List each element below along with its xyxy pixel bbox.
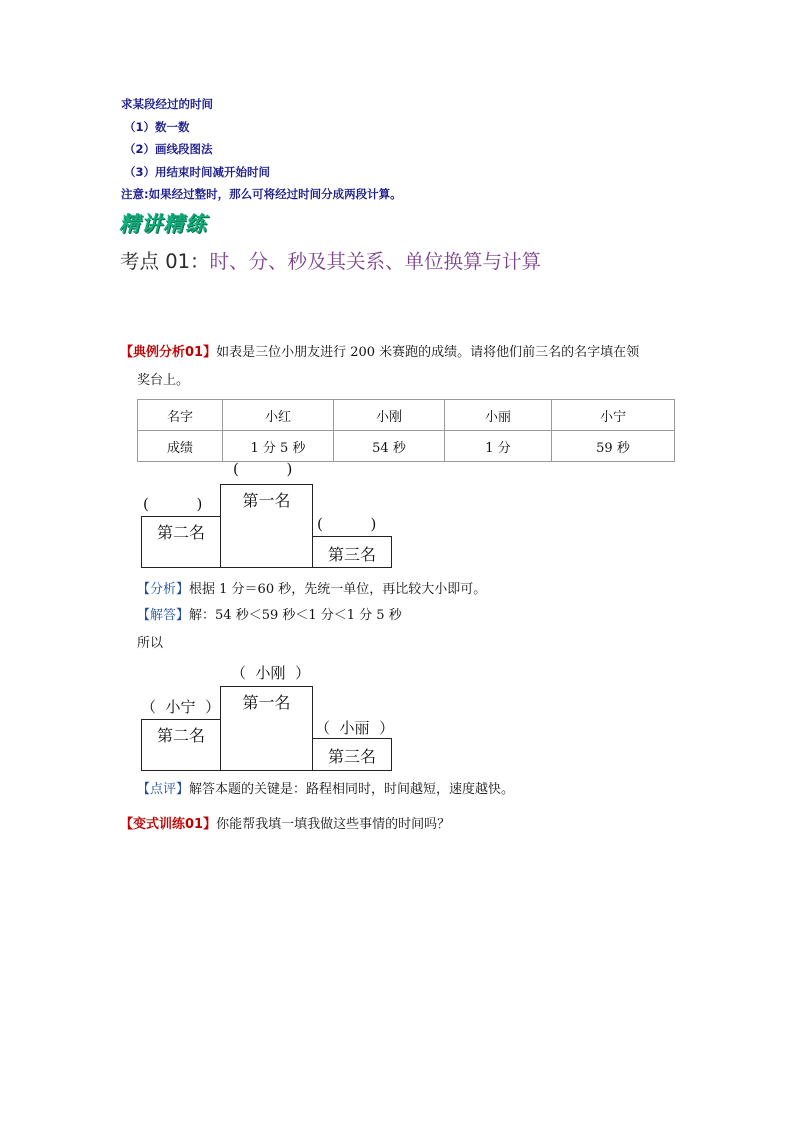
method-2: （2）画线段图法 [124,142,213,156]
table-cell: 小红 [223,400,334,431]
answer-tag: 【解答】 [137,608,190,623]
section-title [120,246,541,274]
example-question-line2: 奖台上。 [137,373,190,388]
answer-so: 所以 [137,636,164,651]
example-question-line1: 如表是三位小朋友进行 200 米赛跑的成绩。请将他们前三名的名字填在领 [216,345,640,360]
paren-second-filled: （ 小宁 ） [141,698,221,716]
podium-second-filled: 第二名 [141,719,221,771]
table-cell: 1 分 [445,431,552,462]
analysis-tag: 【分析】 [137,582,190,597]
paren-first-filled: （ 小刚 ） [231,664,311,682]
notes-heading: 求某段经过的时间 [121,97,213,111]
comment-line [137,781,514,799]
table-cell: 小丽 [445,400,552,431]
answer-text: 解：54 秒＜59 秒＜1 分＜1 分 5 秒 [189,608,402,623]
section-title-text: 时、分、秒及其关系、单位换算与计算 [209,250,542,273]
paren-second: ( ) [143,495,203,513]
notes-caution: 注意:如果经过整时，那么可将经过时间分成两段计算。 [121,187,402,201]
comment-text: 解答本题的关键是：路程相同时，时间越短，速度越快。 [189,782,515,797]
results-table [137,399,675,462]
table-cell: 54 秒 [334,431,445,462]
method-3: （3）用结束时间减开始时间 [124,164,271,179]
paren-third-filled: （ 小丽 ） [315,719,395,737]
paren-first: ( ) [233,460,293,478]
podium-blank [139,460,395,570]
table-cell: 小刚 [334,400,445,431]
answer-line [137,607,402,625]
podium-third: 第三名 [312,536,392,568]
example-question [120,344,639,362]
podium-second: 第二名 [141,516,221,568]
table-cell: 1 分 5 秒 [223,431,334,462]
table-cell: 小宁 [552,400,675,431]
paren-third: ( ) [317,515,377,533]
comment-tag: 【点评】 [137,782,190,797]
variant-tag: 【变式训练01】 [120,817,217,832]
podium-filled [139,661,395,773]
section-banner: 精讲精练 [119,212,207,236]
example-tag: 【典例分析01】 [120,345,217,360]
podium-first-filled: 第一名 [220,686,313,771]
table-row [138,431,675,462]
section-prefix: 考点 01： [120,250,210,273]
variant-text: 你能帮我填一填我做这些事情的时间吗？ [216,817,451,832]
variant-line [120,816,450,834]
analysis-line [137,581,486,599]
table-cell: 名字 [138,400,223,431]
analysis-text: 根据 1 分＝60 秒，先统一单位，再比较大小即可。 [189,582,487,597]
method-notes [121,96,402,204]
podium-third-filled: 第三名 [312,738,392,771]
podium-first: 第一名 [220,484,313,568]
method-1: （1）数一数 [124,119,190,134]
table-row [138,400,675,431]
table-cell: 成绩 [138,431,223,462]
table-cell: 59 秒 [552,431,675,462]
